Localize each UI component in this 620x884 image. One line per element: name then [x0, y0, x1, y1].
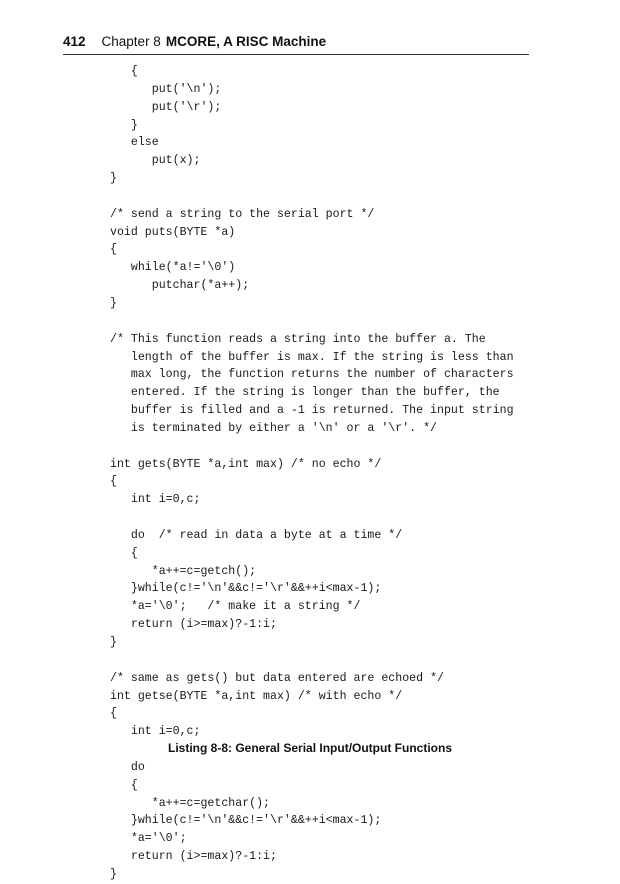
- chapter-label: Chapter 8: [101, 34, 161, 49]
- code-line: is terminated by either a '\n' or a '\r'. */: [110, 421, 437, 435]
- code-line: put('\n');: [110, 82, 222, 96]
- code-line: {: [110, 65, 138, 78]
- code-line: [110, 652, 514, 670]
- code-line: }: [110, 296, 117, 310]
- code-line: /* same as gets() but data entered are echoed */: [110, 671, 444, 685]
- code-line: }while(c!='\n'&&c!='\r'&&++i<max-1);: [110, 582, 382, 596]
- code-line: *a++=c=getchar();: [110, 796, 271, 810]
- code-line: else: [110, 136, 159, 150]
- code-line: putchar(*a++);: [110, 279, 250, 293]
- code-line: }: [110, 172, 117, 186]
- code-line: int i=0,c;: [110, 725, 201, 739]
- code-line: [110, 438, 514, 456]
- code-line: void puts(BYTE *a): [110, 225, 236, 239]
- chapter-title: MCORE, A RISC Machine: [165, 34, 327, 49]
- code-line: return (i>=max)?-1:i;: [110, 618, 277, 632]
- code-line: [110, 509, 514, 527]
- code-line: int i=0,c;: [110, 493, 201, 507]
- code-line: /* This function reads a string into the buffer a. The: [110, 332, 486, 346]
- code-line: *a++=c=getch();: [110, 564, 257, 578]
- code-line: do: [110, 760, 145, 774]
- code-line: do /* read in data a byte at a time */: [110, 528, 403, 542]
- code-line: max long, the function returns the number of characters: [110, 368, 514, 382]
- code-line: {: [110, 778, 138, 792]
- header-rule: [63, 54, 529, 55]
- code-line: *a='\0'; /* make it a string */: [110, 600, 361, 614]
- code-line: }: [110, 867, 117, 881]
- code-line: while(*a!='\0'): [110, 261, 236, 275]
- listing-caption: Listing 8-8: General Serial Input/Output Functions: [167, 741, 452, 755]
- code-line: put('\r');: [110, 100, 222, 114]
- code-line: length of the buffer is max. If the string is less than: [110, 350, 514, 364]
- code-line: {: [110, 243, 117, 257]
- code-line: put(x);: [110, 154, 201, 168]
- code-line: {: [110, 707, 117, 721]
- page-header: [63, 34, 529, 54]
- code-line: {: [110, 475, 117, 489]
- page-number: 412: [63, 34, 86, 49]
- code-line: }: [110, 118, 138, 132]
- code-line: {: [110, 546, 138, 560]
- code-line: return (i>=max)?-1:i;: [110, 850, 277, 864]
- code-line: /* send a string to the serial port */: [110, 207, 375, 221]
- code-line: [110, 313, 514, 331]
- code-line: [110, 188, 514, 206]
- code-line: int getse(BYTE *a,int max) /* with echo */: [110, 689, 403, 703]
- code-line: buffer is filled and a -1 is returned. The input string: [110, 404, 514, 418]
- code-line: int gets(BYTE *a,int max) /* no echo */: [110, 457, 382, 471]
- code-line: entered. If the string is longer than the buffer, the: [110, 386, 500, 400]
- code-line: *a='\0';: [110, 832, 187, 846]
- code-line: }: [110, 636, 117, 649]
- code-line: }while(c!='\n'&&c!='\r'&&++i<max-1);: [110, 814, 382, 828]
- code-listing: [110, 63, 514, 884]
